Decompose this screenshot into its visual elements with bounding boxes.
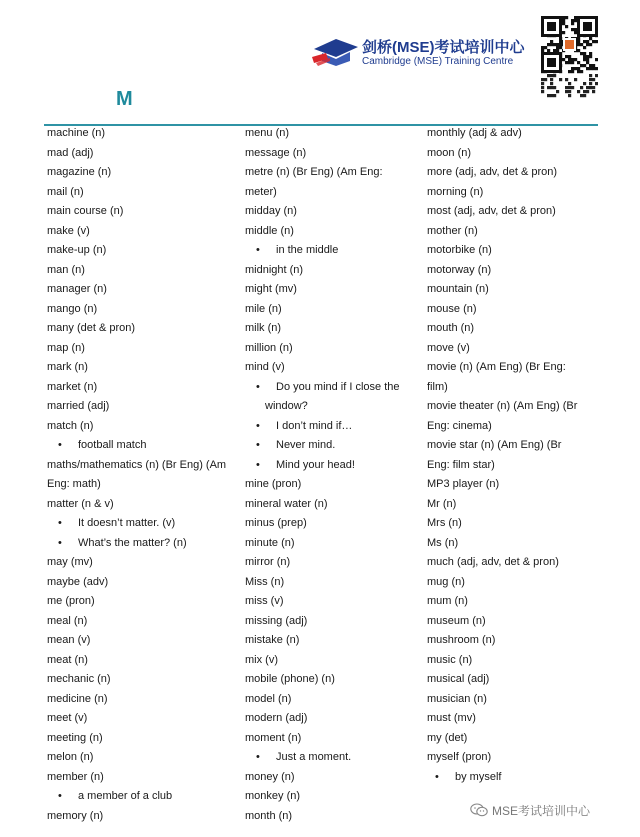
word-entry: MP3 player (n) (427, 478, 500, 490)
word-column-3 (427, 124, 612, 787)
word-entry: Miss (n) (245, 575, 285, 588)
word-entry: mug (n) (427, 575, 465, 588)
word-entry: myself (pron) (427, 751, 492, 763)
word-entry: modern (adj) (245, 712, 308, 724)
word-entry: man (n) (47, 263, 85, 276)
qr-code-icon (541, 16, 598, 98)
word-entry: milk (n) (245, 322, 282, 334)
example-phrase: • by myself (427, 768, 612, 788)
word-entry: movie theater (n) (Am Eng) (Br (427, 400, 578, 412)
example-phrase: • Do you mind if I close the (245, 378, 420, 398)
word-entry: motorbike (n) (427, 244, 492, 256)
example-phrase: • Just a moment. (245, 748, 420, 768)
word-entry: message (n) (245, 146, 307, 159)
word-entry: more (adj, adv, det & pron) (427, 166, 558, 178)
example-phrase: window? (265, 400, 308, 412)
example-phrase: • Mind your head! (245, 456, 420, 476)
word-entry: Eng: math) (47, 478, 101, 490)
word-entry: must (mv) (427, 712, 476, 724)
word-entry: motorway (n) (427, 263, 492, 276)
word-entry: memory (n) (47, 809, 104, 822)
word-entry: may (mv) (47, 556, 93, 568)
word-entry: money (n) (245, 770, 295, 783)
word-entry: me (pron) (47, 595, 95, 607)
word-entry: Mrs (n) (427, 517, 462, 529)
word-entry: maths/mathematics (n) (Br Eng) (Am (47, 458, 227, 471)
word-entry: morning (n) (427, 185, 484, 198)
word-entry: mouse (n) (427, 302, 477, 315)
word-entry: mistake (n) (245, 634, 300, 646)
example-phrase: • in the middle (245, 241, 420, 261)
word-entry: Mr (n) (427, 497, 457, 510)
wechat-icon (470, 803, 488, 817)
word-entry: meal (n) (47, 614, 88, 627)
word-entry: make-up (n) (47, 244, 107, 256)
brand-name-en: Cambridge (MSE) Training Centre (362, 56, 514, 67)
watermark (470, 802, 590, 819)
example-phrase: • football match (47, 436, 237, 456)
page-header (0, 0, 640, 120)
word-entry: miss (v) (245, 595, 284, 607)
section-letter: M (116, 88, 133, 110)
word-entry: mind (v) (245, 361, 285, 373)
word-entry: monthly (adj & adv) (427, 127, 522, 139)
word-entry: model (n) (245, 692, 292, 705)
example-phrase: • a member of a club (47, 787, 237, 807)
word-entry: main course (n) (47, 205, 124, 217)
word-entry: Eng: cinema) (427, 419, 492, 432)
word-entry: might (mv) (245, 283, 297, 295)
word-entry: movie (n) (Am Eng) (Br Eng: (427, 361, 566, 373)
word-entry: moment (n) (245, 731, 302, 744)
word-entry: melon (n) (47, 751, 94, 763)
word-entry: mad (adj) (47, 146, 94, 159)
word-entry: Eng: film star) (427, 458, 495, 471)
word-entry: mobile (phone) (n) (245, 673, 335, 685)
word-entry: mark (n) (47, 361, 88, 373)
word-entry: machine (n) (47, 127, 106, 139)
word-entry: meat (n) (47, 653, 88, 666)
word-entry: magazine (n) (47, 166, 112, 178)
word-entry: match (n) (47, 419, 94, 432)
word-entry: mango (n) (47, 302, 98, 315)
word-entry: million (n) (245, 341, 293, 354)
word-entry: married (adj) (47, 400, 110, 412)
word-entry: manager (n) (47, 283, 107, 295)
word-entry: midday (n) (245, 205, 297, 217)
word-entry: music (n) (427, 653, 473, 666)
word-entry: mineral water (n) (245, 497, 328, 510)
word-entry: maybe (adv) (47, 575, 109, 588)
word-column-2 (245, 124, 420, 826)
word-entry: movie star (n) (Am Eng) (Br (427, 439, 562, 451)
word-entry: mouth (n) (427, 322, 475, 334)
word-entry: medicine (n) (47, 692, 108, 705)
word-entry: film) (427, 380, 448, 393)
word-entry: mechanic (n) (47, 673, 111, 685)
word-entry: mushroom (n) (427, 634, 496, 646)
word-entry: museum (n) (427, 614, 486, 627)
word-entry: meeting (n) (47, 731, 103, 744)
word-entry: minus (prep) (245, 517, 307, 529)
example-phrase: • What’s the matter? (n) (47, 534, 237, 554)
word-entry: mile (n) (245, 302, 282, 315)
word-entry: musician (n) (427, 692, 487, 705)
word-entry: make (v) (47, 224, 90, 237)
word-entry: my (det) (427, 731, 468, 744)
word-entry: matter (n & v) (47, 497, 114, 510)
word-entry: mail (n) (47, 185, 84, 198)
word-entry: missing (adj) (245, 614, 308, 627)
word-entry: meet (v) (47, 712, 88, 724)
word-entry: move (v) (427, 341, 470, 354)
example-phrase: • Never mind. (245, 436, 420, 456)
word-entry: mean (v) (47, 634, 91, 646)
word-entry: many (det & pron) (47, 322, 136, 334)
brand-name-cn: 剑桥(MSE)考试培训中心 (362, 39, 525, 56)
word-column-1 (47, 124, 237, 826)
word-entry: mountain (n) (427, 283, 489, 295)
cap-logo-icon (312, 37, 360, 67)
word-entry: meter) (245, 185, 277, 198)
word-entry: market (n) (47, 380, 98, 393)
word-entry: Ms (n) (427, 536, 459, 549)
example-phrase: • I don’t mind if… (245, 417, 420, 437)
word-entry: member (n) (47, 770, 104, 783)
word-entry: monkey (n) (245, 790, 301, 802)
word-entry: midnight (n) (245, 263, 304, 276)
word-entry: map (n) (47, 341, 85, 354)
word-entry: metre (n) (Br Eng) (Am Eng: (245, 166, 383, 178)
word-entry: musical (adj) (427, 673, 490, 685)
word-entry: mine (pron) (245, 478, 302, 490)
word-entry: moon (n) (427, 146, 472, 159)
word-entry: middle (n) (245, 224, 294, 237)
word-entry: much (adj, adv, det & pron) (427, 556, 559, 568)
word-entry: most (adj, adv, det & pron) (427, 205, 556, 217)
word-entry: mother (n) (427, 224, 478, 237)
word-entry: month (n) (245, 809, 293, 822)
example-phrase: • It doesn’t matter. (v) (47, 514, 237, 534)
word-entry: mirror (n) (245, 556, 291, 568)
word-entry: mix (v) (245, 653, 278, 666)
word-entry: minute (n) (245, 536, 295, 549)
word-entry: mum (n) (427, 595, 468, 607)
watermark-text: MSE考试培训中心 (492, 804, 591, 818)
word-entry: menu (n) (245, 127, 290, 139)
